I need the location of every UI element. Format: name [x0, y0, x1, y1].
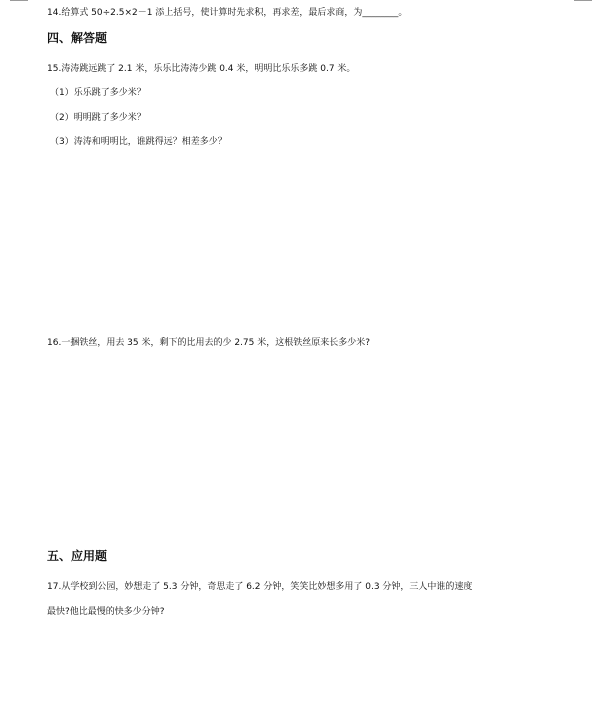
section-4-title: 四、解答题: [47, 31, 108, 45]
page-corner-mark-right: [574, 0, 592, 1]
question-14: 14.给算式 50÷2.5×2－1 添上括号，使计算时先求积，再求差，最后求商，为________。: [47, 8, 408, 18]
question-15-part-1: （1）乐乐跳了多少米？: [50, 88, 146, 98]
question-15-part-3: （3）涛涛和明明比，谁跳得远？相差多少？: [50, 137, 227, 147]
question-16: 16.一捆铁丝，用去 35 米，剩下的比用去的少 2.75 米，这根铁丝原来长多少米?: [47, 338, 371, 348]
question-17-line-1: 17.从学校到公园，妙想走了 5.3 分钟，奇思走了 6.2 分钟，笑笑比妙想多用了 0.3 分钟，三人中谁的速度: [47, 582, 473, 592]
section-5-title: 五、应用题: [47, 549, 108, 563]
question-15-stem: 15.涛涛跳远跳了 2.1 米，乐乐比涛涛少跳 0.4 米，明明比乐乐多跳 0.7 米。: [47, 64, 356, 74]
page-corner-mark-left: [10, 0, 28, 1]
question-17-line-2: 最快?他比最慢的快多少分钟?: [47, 607, 165, 617]
question-15-part-2: （2）明明跳了多少米？: [50, 113, 146, 123]
